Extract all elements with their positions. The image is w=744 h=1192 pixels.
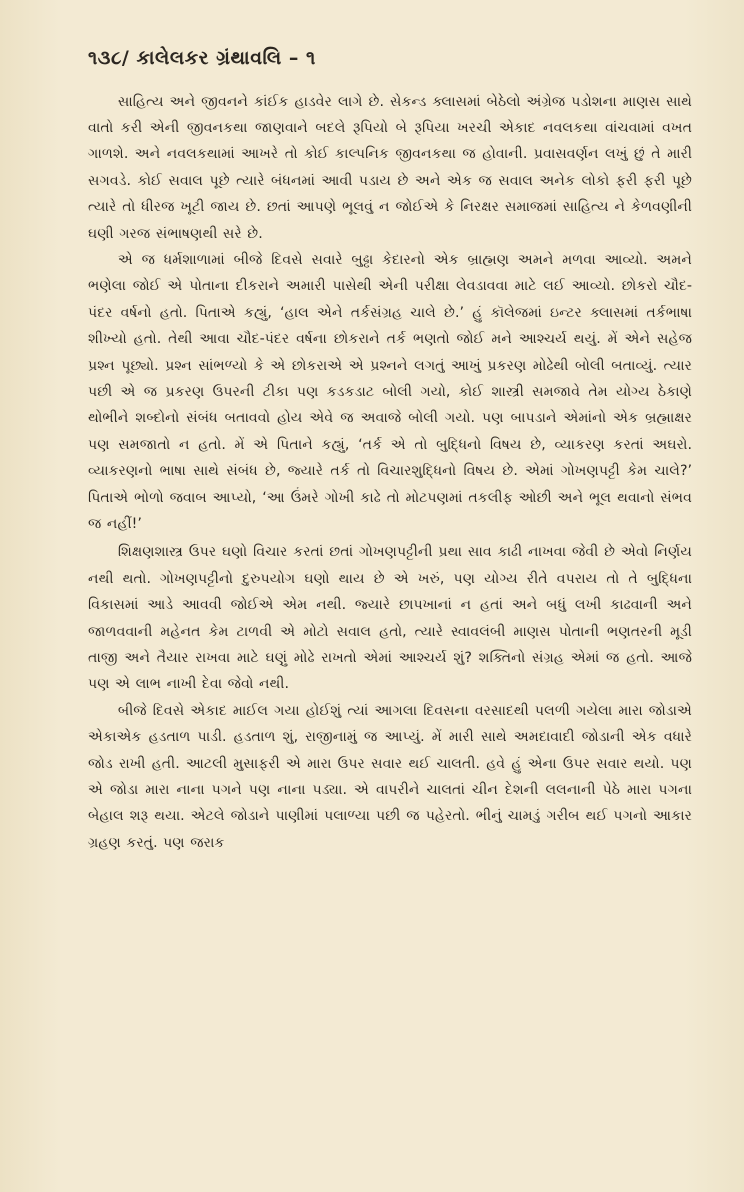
paragraph-4: બીજે દિવસે એકાદ માઈલ ગયા હોઈશું ત્યાં આગલા દિવસના વરસાદથી પલળી ગયેલા મારા જોડાએ એકાએક હડતાળ પાડી. હડતાળ શું, રાજીનામું જ આપ્યું. મેં મારી સાથે અમદાવાદી જોડાની એક વધારે જોડ રાખી હતી. આટલી મુસાફરી એ મારા ઉપર સવાર થઈ ચાલતી. હવે હું એના ઉપર સવાર થયો. પણ એ જોડા મારા નાના પગને પણ નાના પડ્યા. એ વાપરીને ચાલતાં ચીન દેશની લલનાની પેઠે મારા પગના બેહાલ શરૂ થયા. એટલે જોડાને પાણીમાં પલાળ્યા પછી જ પહેરતો. ભીનું ચામડું ગરીબ થઈ પગનો આકાર ગ્રહણ કરતું. પણ જરાક — [88, 702, 692, 851]
paragraph-2: એ જ ધર્મશાળામાં બીજે દિવસે સવારે બુઢ્ઢા કેદારનો એક બ્રાહ્મણ અમને મળવા આવ્યો. અમને ભણેલા જોઈ એ પોતાના દીકરાને અમારી પાસેથી એની પરીક્ષા લેવડાવવા માટે લઈ આવ્યો. છોકરો ચૌદ-પંદર વર્ષનો હતો. પિતાએ કહ્યું, ‘હાલ એને તર્કસંગ્રહ ચાલે છે.’ હું કૉલેજમાં ઇન્ટર ક્લાસમાં તર્કભાષા શીખ્યો હતો. તેથી આવા ચૌદ-પંદર વર્ષના છોકરાને તર્ક ભણતો જોઈ મને આશ્ચર્ય થયું. મેં એને સહેજ પ્રશ્ન પૂછ્યો. પ્રશ્ન સાંભળ્યો કે એ છોકરાએ એ પ્રશ્નને લગતું આખું પ્રકરણ મોઢેથી બોલી બતાવ્યું. ત્યાર પછી એ જ પ્રકરણ ઉપરની ટીકા પણ કડકડાટ બોલી ગયો, કોઈ શાસ્ત્રી સમજાવે તેમ યોગ્ય ઠેકાણે થોભીને શબ્દોનો સંબંધ બતાવવો હોય એવે જ અવાજે બોલી ગયો. પણ બાપડાને એમાંનો એક બ્રહ્માક્ષર પણ સમજાતો ન હતો. મેં એ પિતાને કહ્યું, ‘તર્ક એ તો બુદ્ધિનો વિષય છે, વ્યાકરણ કરતાં અઘરો. વ્યાકરણનો ભાષા સાથે સંબંધ છે, જ્યારે તર્ક તો વિચારશુદ્ધિનો વિષય છે. એમાં ગોખણપટ્ટી કેમ ચાલે?’ પિતાએ ભોળો જવાબ આપ્યો, ‘આ ઉંમરે ગોખી કાઢે તો મોટપણમાં તકલીફ ઓછી અને ભૂલ થવાનો સંભવ જ નહીં!’ — [88, 251, 692, 532]
paragraph-3: શિક્ષણશાસ્ત્ર ઉપર ઘણો વિચાર કરતાં છતાં ગોખણપટ્ટીની પ્રથા સાવ કાઢી નાખવા જેવી છે એવો નિર્ણય નથી થતો. ગોખણપટ્ટીનો દુરુપયોગ ઘણો થાય છે એ ખરું, પણ યોગ્ય રીતે વપરાય તો તે બુદ્ધિના વિકાસમાં આડે આવવી જોઈએ એમ નથી. જ્યારે છાપખાનાં ન હતાં અને બધું લખી કાઢવાની અને જાળવવાની મહેનત કેમ ટાળવી એ મોટો સવાલ હતો, ત્યારે સ્વાવલંબી માણસ પોતાની ભણતરની મૂડી તાજી અને તૈયાર રાખવા માટે ઘણું મોઢે રાખતો એમાં આશ્ચર્ય શું? શક્તિનો સંગ્રહ એમાં જ હતો. આજે પણ એ લાભ નાખી દેવા જેવો નથી. — [88, 544, 692, 693]
body-text — [88, 89, 692, 857]
running-head: ૧૩૮/ કાલેલકર ગ્રંથાવલિ – ૧ — [88, 47, 316, 69]
paragraph-1: સાહિત્ય અને જીવનને કાંઈક હાડવેર લાગે છે. સેકન્ડ ક્લાસમાં બેઠેલો અંગ્રેજ પડોશના માણસ સાથે વાતો કરી એની જીવનકથા જાણવાને બદલે રૂપિયો બે રૂપિયા ખરચી એકાદ નવલકથા વાંચવામાં વખત ગાળશે. અને નવલકથામાં આખરે તો કોઈ કાલ્પનિક જીવનકથા જ હોવાની. પ્રવાસવર્ણન લખું છું તે મારી સગવડે. કોઈ સવાલ પૂછે ત્યારે બંધનમાં આવી પડાય છે અને એક જ સવાલ અનેક લોકો ફરી ફરી પૂછે ત્યારે તો ધીરજ ખૂટી જાય છે. છતાં આપણે ભૂલવું ન જોઈએ કે નિરક્ષર સમાજમાં સાહિત્ય ને કેળવણીની ઘણી ગરજ સંભાષણથી સરે છે. — [88, 93, 692, 242]
